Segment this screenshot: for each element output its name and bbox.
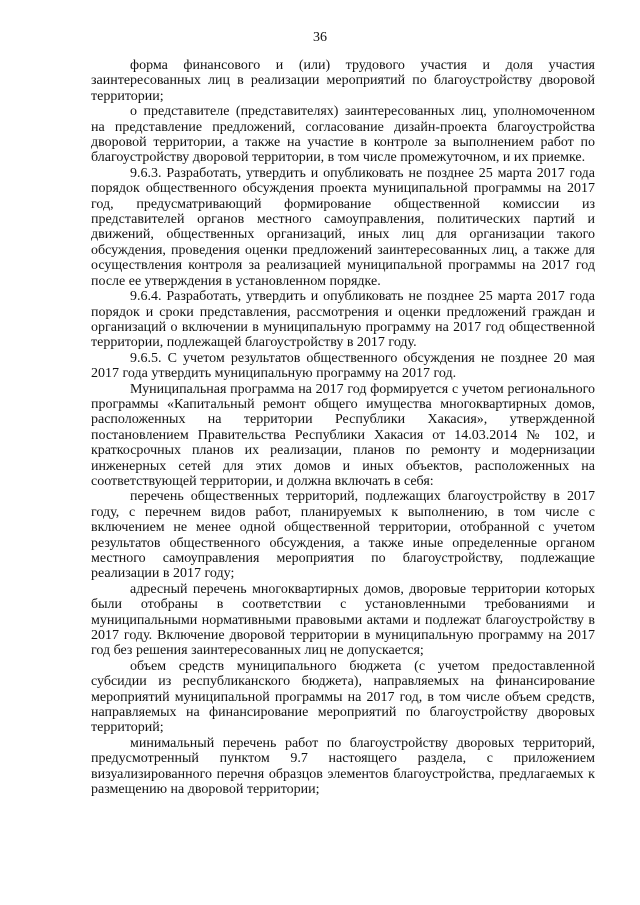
paragraph-representative: о представителе (представителях) заинтересованных лиц, уполномоченном на представление предложений, согласование дизайн-проекта благоустройства дворовой территории, а также на участие в контроле за выполнением работ по благоустройству дворовой территории, в том числе промежуточном, и их приемке. [91, 104, 595, 166]
paragraph-program-formation: Муниципальная программа на 2017 год формируется с учетом регионального программы «Капитальный ремонт общего имущества многоквартирных домов, расположенных на территории Республики Хакасия», утвержденной постановлением Правительства Республики Хакасия от 14.03.2014 № 102, и краткосрочных планов их реализации, планов по ремонту и модернизации инженерных сетей для этих домов и иных объектов, расположенных на соответствующей территории, и должна включать в себя: [91, 381, 595, 489]
paragraph-participation-form: форма финансового и (или) трудового участия и доля участия заинтересованных лиц в реализации мероприятий по благоустройству дворовой территории; [91, 58, 595, 104]
paragraph-minimal-works-list: минимальный перечень работ по благоустройству дворовых территорий, предусмотренный пунктом 9.7 настоящего раздела, с приложением визуализированного перечня образцов элементов благоустройства, предлагаемых к размещению на дворовой территории; [91, 735, 595, 798]
document-body [91, 58, 595, 798]
paragraph-public-territories-list: перечень общественных территорий, подлежащих благоустройству в 2017 году, с перечнем видов работ, планируемых к выполнению, в том числе с включением не менее одной общественной территории, отобранной с учетом результатов общественного обсуждения, а также иные определенные органом местного самоуправления мероприятия по благоустройству, подлежащие реализации в 2017 году; [91, 489, 595, 582]
paragraph-9-6-5: 9.6.5. С учетом результатов общественного обсуждения не позднее 20 мая 2017 года утвердить муниципальную программу на 2017 год. [91, 350, 595, 382]
page-number: 36 [313, 30, 327, 45]
paragraph-budget-volume: объем средств муниципального бюджета (с учетом предоставленной субсидии из республиканского бюджета), направляемых на финансирование мероприятий муниципальной программы на 2017 год, в том числе объем средств, направляемых на финансирование мероприятий по благоустройству дворовых территорий; [91, 658, 595, 736]
paragraph-9-6-4: 9.6.4. Разработать, утвердить и опубликовать не позднее 25 марта 2017 года порядок и сроки представления, рассмотрения и оценки предложений граждан и организаций о включении в муниципальную программу на 2017 год общественной территории, подлежащей благоустройству в 2017 году. [91, 289, 595, 351]
paragraph-apartment-buildings-list: адресный перечень многоквартирных домов, дворовые территории которых были отобраны в соответствии с установленными требованиями и муниципальными нормативными правовыми актами и подлежат благоустройству в 2017 году. Включение дворовой территории в муниципальную программу на 2017 год без решения заинтересованных лиц не допускается; [91, 581, 595, 659]
paragraph-9-6-3: 9.6.3. Разработать, утвердить и опубликовать не позднее 25 марта 2017 года порядок общественного обсуждения проекта муниципальной программы на 2017 год, предусматривающий формирование общественной комиссии из представителей органов местного самоуправления, политических партий и движений, общественных организаций, иных лиц для организации такого обсуждения, проведения оценки предложений заинтересованных лиц, а также для осуществления контроля за реализацией муниципальной программы на 2017 год после ее утверждения в установленном порядке. [91, 165, 595, 289]
